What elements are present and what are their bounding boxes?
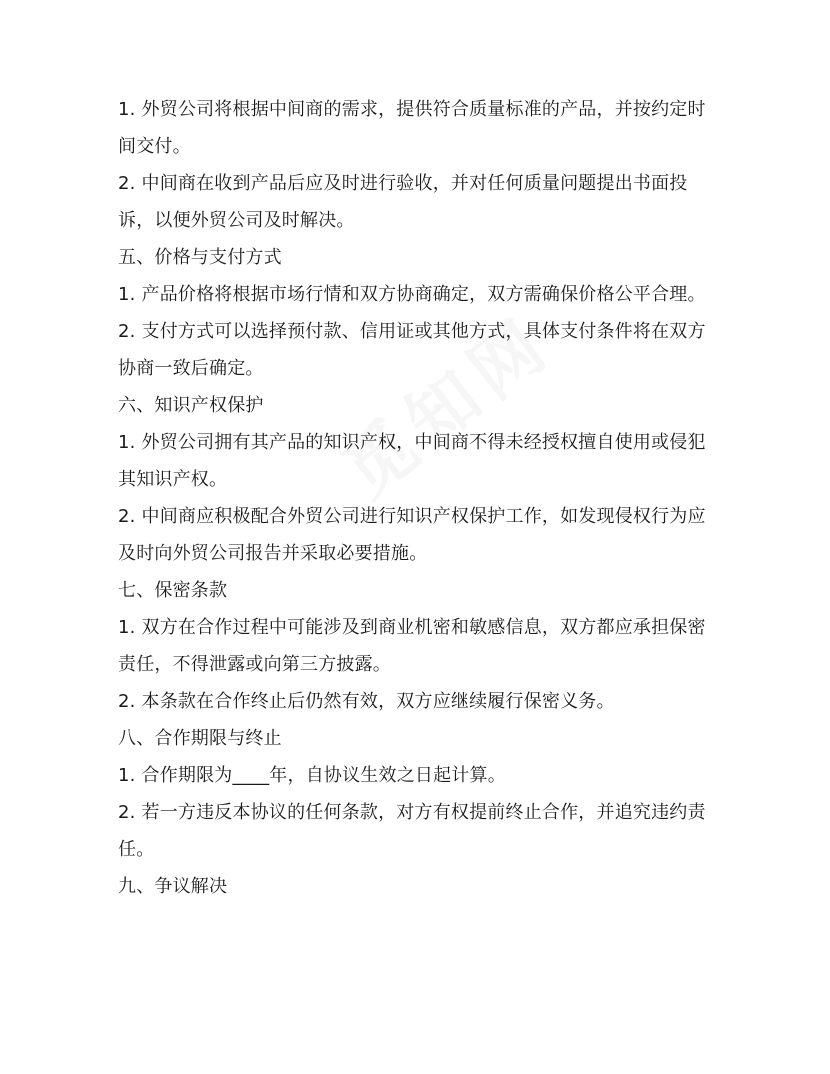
clause-7-item-1: 1. 双方在合作过程中可能涉及到商业机密和敏感信息，双方都应承担保密责任，不得泄露或向第三方披露。: [118, 617, 706, 675]
clause-8-item-2: 2. 若一方违反本协议的任何条款，对方有权提前终止合作，并追究违约责任。: [118, 802, 706, 860]
clause-8-item-1: 1. 合作期限为____年，自协议生效之日起计算。: [118, 765, 506, 786]
clause-5-item-1: 1. 产品价格将根据市场行情和双方协商确定，双方需确保价格公平合理。: [118, 284, 706, 305]
document-body: [118, 91, 708, 905]
clause-7-item-2: 2. 本条款在合作终止后仍然有效，双方应继续履行保密义务。: [118, 691, 615, 712]
clause-4-item-2: 2. 中间商在收到产品后应及时进行验收，并对任何质量问题提出书面投诉，以便外贸公司及时解决。: [118, 173, 688, 231]
clause-5-item-2: 2. 支付方式可以选择预付款、信用证或其他方式，具体支付条件将在双方协商一致后确定。: [118, 321, 706, 379]
clause-6-item-2: 2. 中间商应积极配合外贸公司进行知识产权保护工作，如发现侵权行为应及时向外贸公司报告并采取必要措施。: [118, 506, 706, 564]
section-heading-9: 九、争议解决: [118, 876, 228, 897]
section-heading-7: 七、保密条款: [118, 580, 228, 601]
section-heading-8: 八、合作期限与终止: [118, 728, 282, 749]
clause-4-item-1: 1. 外贸公司将根据中间商的需求，提供符合质量标准的产品，并按约定时间交付。: [118, 99, 706, 157]
section-heading-5: 五、价格与支付方式: [118, 247, 282, 268]
section-heading-6: 六、知识产权保护: [118, 395, 264, 416]
clause-6-item-1: 1. 外贸公司拥有其产品的知识产权，中间商不得未经授权擅自使用或侵犯其知识产权。: [118, 432, 706, 490]
